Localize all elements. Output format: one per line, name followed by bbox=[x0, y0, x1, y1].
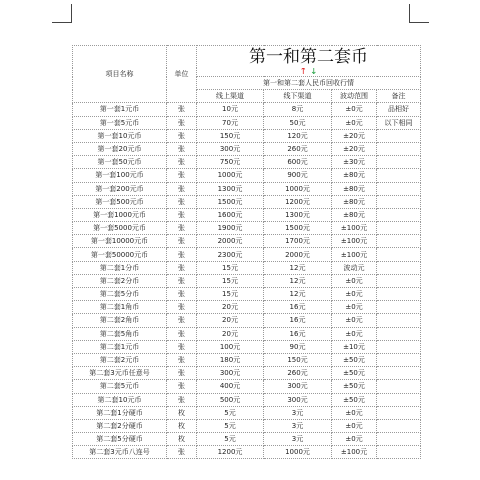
row-item-name: 第二套1分硬币 bbox=[73, 406, 167, 419]
row-unit: 张 bbox=[167, 169, 197, 182]
row-offline-price: 1200元 bbox=[264, 195, 332, 208]
row-unit: 张 bbox=[167, 367, 197, 380]
row-offline-price: 8元 bbox=[264, 103, 332, 116]
row-item-name: 第二套1分币 bbox=[73, 261, 167, 274]
row-offline-price: 16元 bbox=[264, 314, 332, 327]
row-unit: 张 bbox=[167, 340, 197, 353]
row-unit: 张 bbox=[167, 261, 197, 274]
table-row bbox=[73, 406, 421, 419]
table-row bbox=[73, 208, 421, 221]
row-unit: 张 bbox=[167, 314, 197, 327]
row-note bbox=[377, 367, 421, 380]
table-row bbox=[73, 314, 421, 327]
row-item-name: 第一套500元币 bbox=[73, 195, 167, 208]
row-offline-price: 3元 bbox=[264, 419, 332, 432]
row-item-name: 第二套10元币 bbox=[73, 393, 167, 406]
row-item-name: 第一套50000元币 bbox=[73, 248, 167, 261]
table-row bbox=[73, 327, 421, 340]
row-offline-price: 300元 bbox=[264, 380, 332, 393]
row-note bbox=[377, 393, 421, 406]
row-online-price: 1200元 bbox=[197, 446, 264, 459]
table-row bbox=[73, 235, 421, 248]
header-note: 备注 bbox=[377, 90, 421, 103]
row-note: 品相好 bbox=[377, 103, 421, 116]
header-item-name: 项目名称 bbox=[73, 46, 167, 103]
row-unit: 张 bbox=[167, 301, 197, 314]
row-range: ±80元 bbox=[332, 169, 377, 182]
row-item-name: 第二套1角币 bbox=[73, 301, 167, 314]
row-online-price: 750元 bbox=[197, 156, 264, 169]
row-unit: 张 bbox=[167, 182, 197, 195]
row-range: ±50元 bbox=[332, 380, 377, 393]
row-offline-price: 260元 bbox=[264, 142, 332, 155]
row-offline-price: 16元 bbox=[264, 301, 332, 314]
row-note bbox=[377, 235, 421, 248]
table-row bbox=[73, 142, 421, 155]
page-title: 第一和第二套币 bbox=[197, 46, 421, 69]
row-item-name: 第二套1元币 bbox=[73, 340, 167, 353]
row-item-name: 第一套50元币 bbox=[73, 156, 167, 169]
crop-mark-top-left-vertical bbox=[71, 4, 72, 23]
row-item-name: 第一套200元币 bbox=[73, 182, 167, 195]
table-row bbox=[73, 380, 421, 393]
row-range: ±100元 bbox=[332, 446, 377, 459]
row-online-price: 20元 bbox=[197, 301, 264, 314]
row-note bbox=[377, 314, 421, 327]
price-table bbox=[72, 45, 421, 459]
row-item-name: 第二套5元币 bbox=[73, 380, 167, 393]
row-online-price: 150元 bbox=[197, 129, 264, 142]
row-online-price: 15元 bbox=[197, 274, 264, 287]
row-offline-price: 1300元 bbox=[264, 208, 332, 221]
row-item-name: 第一套100元币 bbox=[73, 169, 167, 182]
row-offline-price: 600元 bbox=[264, 156, 332, 169]
table-row bbox=[73, 446, 421, 459]
row-item-name: 第二套2分币 bbox=[73, 274, 167, 287]
row-item-name: 第一套10元币 bbox=[73, 129, 167, 142]
row-offline-price: 16元 bbox=[264, 327, 332, 340]
row-note bbox=[377, 288, 421, 301]
row-note bbox=[377, 301, 421, 314]
row-online-price: 1900元 bbox=[197, 222, 264, 235]
row-unit: 张 bbox=[167, 248, 197, 261]
row-unit: 张 bbox=[167, 129, 197, 142]
table-row bbox=[73, 156, 421, 169]
row-note bbox=[377, 353, 421, 366]
row-online-price: 500元 bbox=[197, 393, 264, 406]
row-item-name: 第一套20元币 bbox=[73, 142, 167, 155]
row-range: ±100元 bbox=[332, 235, 377, 248]
row-note bbox=[377, 433, 421, 446]
row-item-name: 第一套10000元币 bbox=[73, 235, 167, 248]
row-item-name: 第一套1元币 bbox=[73, 103, 167, 116]
row-offline-price: 1500元 bbox=[264, 222, 332, 235]
row-note bbox=[377, 169, 421, 182]
row-note: 以下相同 bbox=[377, 116, 421, 129]
arrow-down-icon: ↓ bbox=[309, 68, 318, 77]
row-note bbox=[377, 156, 421, 169]
row-note bbox=[377, 446, 421, 459]
row-online-price: 1300元 bbox=[197, 182, 264, 195]
row-range: ±0元 bbox=[332, 419, 377, 432]
row-online-price: 20元 bbox=[197, 327, 264, 340]
row-unit: 张 bbox=[167, 195, 197, 208]
row-unit: 张 bbox=[167, 288, 197, 301]
row-online-price: 5元 bbox=[197, 419, 264, 432]
row-range: ±0元 bbox=[332, 327, 377, 340]
row-online-price: 2000元 bbox=[197, 235, 264, 248]
row-item-name: 第二套5分币 bbox=[73, 288, 167, 301]
row-unit: 张 bbox=[167, 156, 197, 169]
row-note bbox=[377, 327, 421, 340]
table-row bbox=[73, 274, 421, 287]
row-range: ±100元 bbox=[332, 222, 377, 235]
row-note bbox=[377, 182, 421, 195]
row-unit: 张 bbox=[167, 274, 197, 287]
row-offline-price: 3元 bbox=[264, 433, 332, 446]
header-offline: 线下渠道 bbox=[264, 90, 332, 103]
row-online-price: 20元 bbox=[197, 314, 264, 327]
table-row bbox=[73, 288, 421, 301]
row-offline-price: 260元 bbox=[264, 367, 332, 380]
row-online-price: 1000元 bbox=[197, 169, 264, 182]
row-unit: 张 bbox=[167, 380, 197, 393]
row-range: ±0元 bbox=[332, 116, 377, 129]
header-range: 波动范围 bbox=[332, 90, 377, 103]
row-online-price: 15元 bbox=[197, 261, 264, 274]
row-range: ±0元 bbox=[332, 433, 377, 446]
row-online-price: 300元 bbox=[197, 142, 264, 155]
row-unit: 张 bbox=[167, 222, 197, 235]
row-online-price: 180元 bbox=[197, 353, 264, 366]
row-range: ±50元 bbox=[332, 353, 377, 366]
table-row bbox=[73, 169, 421, 182]
row-online-price: 1600元 bbox=[197, 208, 264, 221]
row-unit: 张 bbox=[167, 142, 197, 155]
row-online-price: 15元 bbox=[197, 288, 264, 301]
row-note bbox=[377, 340, 421, 353]
row-item-name: 第一套5000元币 bbox=[73, 222, 167, 235]
row-note bbox=[377, 195, 421, 208]
arrow-up-icon: ↑ bbox=[299, 68, 308, 77]
row-item-name: 第一套5元币 bbox=[73, 116, 167, 129]
table-row bbox=[73, 129, 421, 142]
row-offline-price: 12元 bbox=[264, 274, 332, 287]
row-online-price: 300元 bbox=[197, 367, 264, 380]
row-offline-price: 12元 bbox=[264, 288, 332, 301]
row-range: ±10元 bbox=[332, 340, 377, 353]
row-offline-price: 900元 bbox=[264, 169, 332, 182]
row-offline-price: 3元 bbox=[264, 406, 332, 419]
row-note bbox=[377, 208, 421, 221]
row-item-name: 第二套2元币 bbox=[73, 353, 167, 366]
row-range: ±30元 bbox=[332, 156, 377, 169]
row-unit: 张 bbox=[167, 353, 197, 366]
header-group: 第一和第二套人民币回收行情 bbox=[197, 77, 421, 90]
row-online-price: 5元 bbox=[197, 406, 264, 419]
row-item-name: 第二套2分硬币 bbox=[73, 419, 167, 432]
row-unit: 张 bbox=[167, 103, 197, 116]
row-offline-price: 120元 bbox=[264, 129, 332, 142]
row-unit: 枚 bbox=[167, 433, 197, 446]
table-row bbox=[73, 340, 421, 353]
table-row bbox=[73, 367, 421, 380]
row-range: ±80元 bbox=[332, 208, 377, 221]
row-range: ±0元 bbox=[332, 103, 377, 116]
row-item-name: 第一套1000元币 bbox=[73, 208, 167, 221]
table-row bbox=[73, 116, 421, 129]
table-row bbox=[73, 103, 421, 116]
row-note bbox=[377, 142, 421, 155]
row-note bbox=[377, 222, 421, 235]
row-note bbox=[377, 406, 421, 419]
trend-arrows bbox=[197, 68, 421, 77]
row-unit: 张 bbox=[167, 208, 197, 221]
table-row bbox=[73, 261, 421, 274]
table-row bbox=[73, 248, 421, 261]
table-row bbox=[73, 353, 421, 366]
row-note bbox=[377, 129, 421, 142]
header-unit: 单位 bbox=[167, 46, 197, 103]
row-offline-price: 150元 bbox=[264, 353, 332, 366]
row-offline-price: 1000元 bbox=[264, 446, 332, 459]
row-range: ±80元 bbox=[332, 182, 377, 195]
header-online: 线上渠道 bbox=[197, 90, 264, 103]
row-item-name: 第二套5分硬币 bbox=[73, 433, 167, 446]
row-unit: 枚 bbox=[167, 406, 197, 419]
table-row bbox=[73, 222, 421, 235]
row-offline-price: 2000元 bbox=[264, 248, 332, 261]
crop-mark-top-left-horizontal bbox=[52, 22, 72, 23]
row-range: 波动元 bbox=[332, 261, 377, 274]
row-range: ±50元 bbox=[332, 367, 377, 380]
row-note bbox=[377, 261, 421, 274]
row-offline-price: 1700元 bbox=[264, 235, 332, 248]
row-note bbox=[377, 380, 421, 393]
table-row bbox=[73, 182, 421, 195]
row-range: ±20元 bbox=[332, 129, 377, 142]
row-range: ±50元 bbox=[332, 393, 377, 406]
row-unit: 张 bbox=[167, 393, 197, 406]
row-range: ±0元 bbox=[332, 314, 377, 327]
table-row bbox=[73, 195, 421, 208]
table-row bbox=[73, 301, 421, 314]
row-offline-price: 12元 bbox=[264, 261, 332, 274]
row-range: ±0元 bbox=[332, 288, 377, 301]
row-range: ±100元 bbox=[332, 248, 377, 261]
crop-mark-top-right-vertical bbox=[409, 4, 410, 23]
row-range: ±0元 bbox=[332, 406, 377, 419]
row-range: ±80元 bbox=[332, 195, 377, 208]
table-row bbox=[73, 419, 421, 432]
row-offline-price: 1000元 bbox=[264, 182, 332, 195]
row-note bbox=[377, 248, 421, 261]
row-unit: 张 bbox=[167, 446, 197, 459]
row-online-price: 2300元 bbox=[197, 248, 264, 261]
row-unit: 张 bbox=[167, 235, 197, 248]
row-online-price: 400元 bbox=[197, 380, 264, 393]
row-offline-price: 50元 bbox=[264, 116, 332, 129]
row-range: ±0元 bbox=[332, 301, 377, 314]
row-note bbox=[377, 419, 421, 432]
row-item-name: 第二套2角币 bbox=[73, 314, 167, 327]
row-online-price: 100元 bbox=[197, 340, 264, 353]
row-item-name: 第二套3元币任意号 bbox=[73, 367, 167, 380]
row-online-price: 70元 bbox=[197, 116, 264, 129]
row-range: ±20元 bbox=[332, 142, 377, 155]
row-unit: 张 bbox=[167, 116, 197, 129]
row-range: ±0元 bbox=[332, 274, 377, 287]
row-offline-price: 300元 bbox=[264, 393, 332, 406]
crop-mark-top-right-horizontal bbox=[409, 22, 429, 23]
row-offline-price: 90元 bbox=[264, 340, 332, 353]
table-row bbox=[73, 433, 421, 446]
row-item-name: 第二套5角币 bbox=[73, 327, 167, 340]
row-unit: 张 bbox=[167, 327, 197, 340]
row-online-price: 1500元 bbox=[197, 195, 264, 208]
row-online-price: 5元 bbox=[197, 433, 264, 446]
row-item-name: 第二套3元币八连号 bbox=[73, 446, 167, 459]
row-note bbox=[377, 274, 421, 287]
row-unit: 枚 bbox=[167, 419, 197, 432]
row-online-price: 10元 bbox=[197, 103, 264, 116]
table-row bbox=[73, 393, 421, 406]
